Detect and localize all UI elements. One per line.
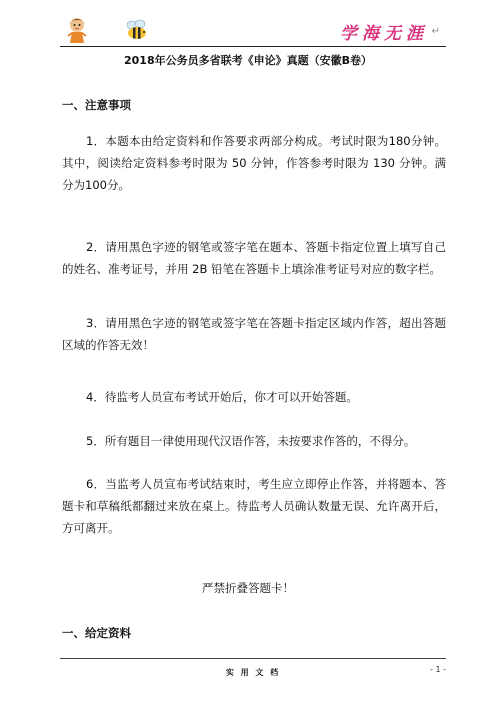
section-heading-materials: 一、给定资料 <box>62 626 131 640</box>
document-title: 2018年公务员多省联考《申论》真题（安徽B卷） <box>124 54 372 67</box>
paragraph-2: 2．请用黑色字迹的钢笔或签字笔在题本、答题卡指定位置上填写自己的姓名、准考证号，并用 2B 铅笔在答题卡上填涂准考证号对应的数字栏。 <box>62 240 446 276</box>
paragraph-3: 3．请用黑色字迹的钢笔或签字笔在答题卡指定区域内作答，超出答题区域的作答无效！ <box>62 316 446 352</box>
cartoon-girl-icon <box>64 16 90 44</box>
paragraph-6: 6．当监考人员宣布考试结束时，考生应立即停止作答，并将题本、答题卡和草稿纸都翻过来放在桌上。待监考人员确认数量无误、允许离开后，方可离开。 <box>62 477 446 535</box>
footer-label: 实 用 文 档 <box>225 668 281 677</box>
paragraph-return-mark: ↵ <box>431 26 440 37</box>
page-number: - 1 - <box>430 665 446 674</box>
page-header <box>60 14 446 47</box>
page-footer <box>60 658 446 683</box>
paragraph-4: 4．待监考人员宣布考试开始后，你才可以开始答题。 <box>86 390 358 404</box>
brand-slogan: 学海无涯 <box>340 24 428 44</box>
notice-text: 严禁折叠答题卡！ <box>202 581 294 595</box>
paragraph-5: 5．所有题目一律使用现代汉语作答，未按要求作答的，不得分。 <box>86 434 416 448</box>
bee-icon <box>124 19 150 41</box>
section-heading-notes: 一、注意事项 <box>62 98 131 112</box>
paragraph-1: 1．本题本由给定资料和作答要求两部分构成。考试时限为180分钟。其中，阅读给定资料参考时限为 50 分钟，作答参考时限为 130 分钟。满分为100分。 <box>62 134 446 192</box>
